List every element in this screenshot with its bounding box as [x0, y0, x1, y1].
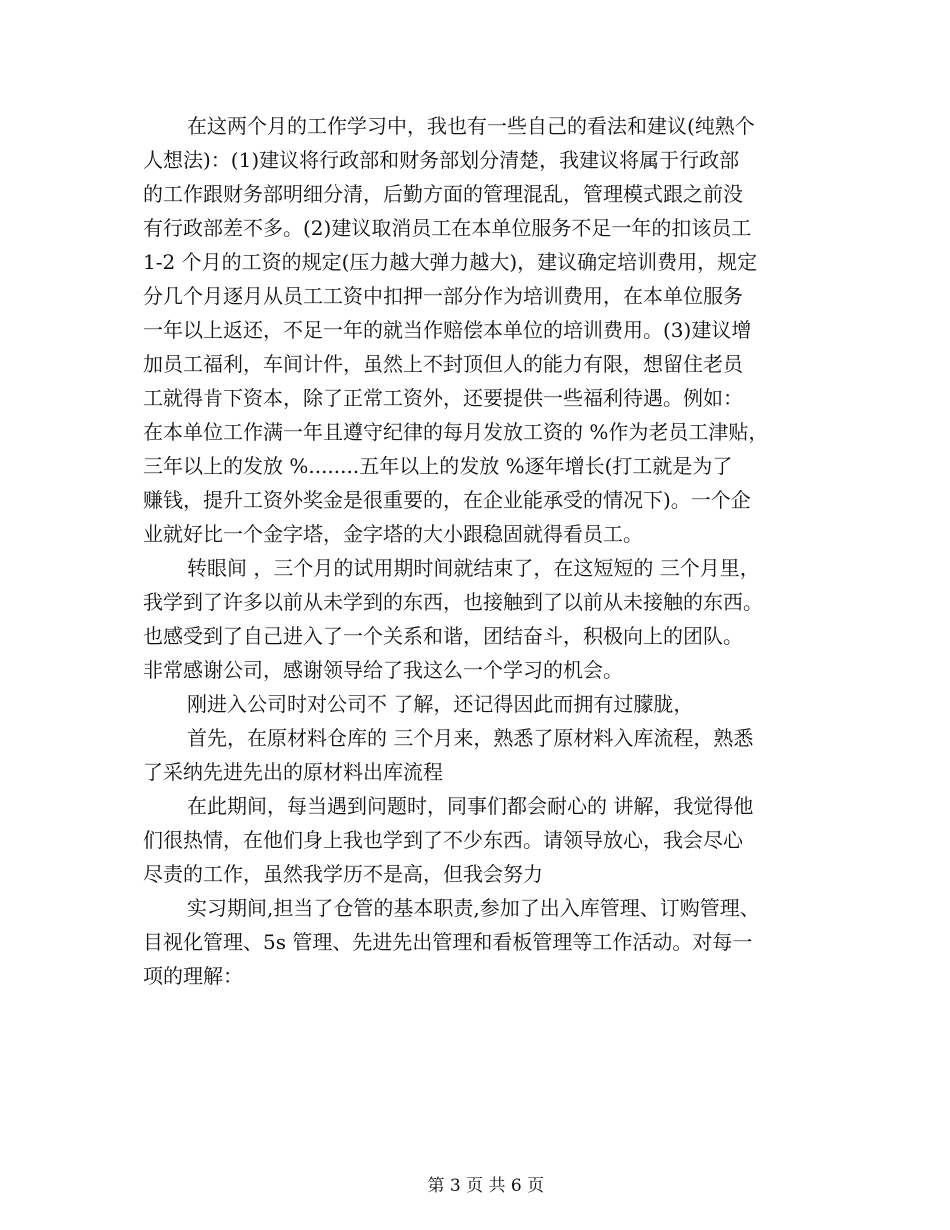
text-line: 工就得肯下资本，除了正常工资外，还要提供一些福利待遇。例如：: [143, 386, 743, 410]
text-line: 分几个月逐月从员工工资中扣押一部分作为培训费用，在本单位服务: [143, 284, 743, 308]
text-line: 三年以上的发放 %........五年以上的发放 %逐年增长(打工就是为了: [143, 454, 733, 478]
text-line: 一年以上返还，不足一年的就当作赔偿本单位的培训费用。(3)建议增: [143, 318, 752, 342]
text-line: 尽责的工作，虽然我学历不是高，但我会努力: [143, 862, 543, 886]
text-line: 在本单位工作满一年且遵守纪律的每月发放工资的 %作为老员工津贴，: [143, 420, 769, 444]
text-line: 也感受到了自己进入了一个关系和谐，团结奋斗，积极向上的团队。: [143, 624, 743, 648]
text-line: 们很热情，在他们身上我也学到了不少东西。请领导放心，我会尽心: [143, 828, 743, 852]
text-line: 实习期间,担当了仓管的基本职责,参加了出入库管理、订购管理、: [187, 896, 760, 920]
text-line: 在此期间，每当遇到问题时，同事们都会耐心的 讲解，我觉得他: [187, 794, 754, 818]
text-line: 非常感谢公司，感谢领导给了我这么一个学习的机会。: [143, 658, 623, 682]
text-line: 有行政部差不多。(2)建议取消员工在本单位服务不足一年的扣该员工: [143, 216, 752, 240]
text-line: 赚钱，提升工资外奖金是很重要的，在企业能承受的情况下)。一个企: [143, 488, 751, 512]
text-line: 1-2 个月的工资的规定(压力越大弹力越大)，建议确定培训费用，规定: [143, 250, 758, 274]
text-line: 了采纳先进先出的原材料出库流程: [143, 760, 443, 784]
text-line: 人想法)：(1)建议将行政部和财务部划分清楚，我建议将属于行政部: [143, 148, 740, 172]
text-line: 目视化管理、5s 管理、先进先出管理和看板管理等工作活动。对每一: [143, 930, 753, 954]
text-line: 加员工福利，车间计件，虽然上不封顶但人的能力有限，想留住老员: [143, 352, 743, 376]
text-line: 我学到了许多以前从未学到的东西，也接触到了以前从未接触的东西。: [143, 590, 763, 614]
text-line: 的工作跟财务部明细分清，后勤方面的管理混乱，管理模式跟之前没: [143, 182, 743, 206]
text-line: 转眼间 ，三个月的试用期时间就结束了，在这短短的 三个月里，: [187, 556, 760, 580]
body-text: [143, 109, 813, 993]
text-line: 在这两个月的工作学习中，我也有一些自己的看法和建议(纯熟个: [187, 114, 755, 138]
text-line: 项的理解：: [143, 964, 243, 988]
page-footer: [0, 1150, 950, 1222]
text-line: 业就好比一个金字塔，金字塔的大小跟稳固就得看员工。: [143, 522, 643, 546]
text-line: 刚进入公司时对公司不 了解，还记得因此而拥有过朦胧，: [187, 692, 694, 716]
text-line: 首先，在原材料仓库的 三个月来，熟悉了原材料入库流程，熟悉: [187, 726, 754, 750]
page-number-label: 第 3 页 共 6 页: [427, 1176, 545, 1196]
